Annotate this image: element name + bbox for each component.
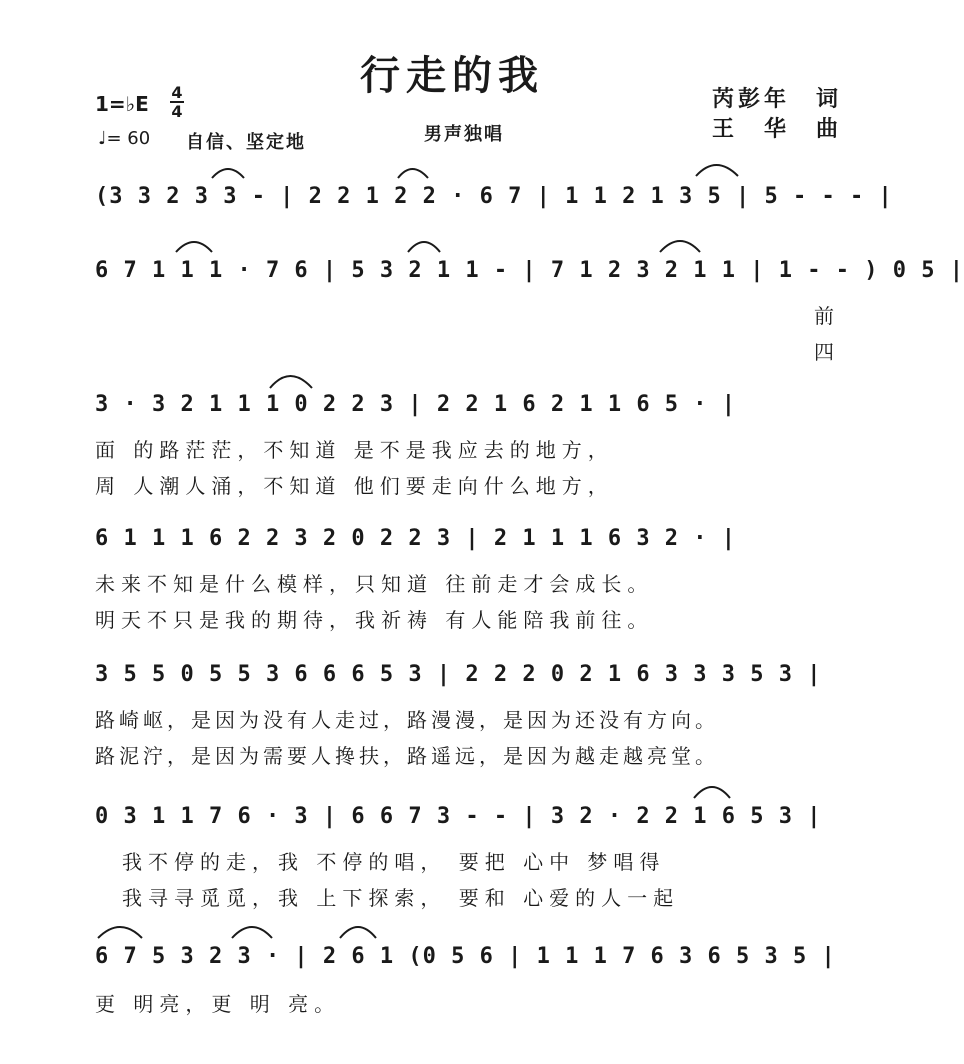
slur-mark [340,927,376,938]
slur-mark [212,169,244,178]
lyric-row-5-verse-1: 路崎岖，是因为没有人走过，路漫漫，是因为还没有方向。 [95,708,719,732]
notation-row-5: 3 5 5 0 5 5 3 6 6 6 5 3 | 2 2 2 0 2 1 6 3 3 3 5 3 | [95,662,822,687]
lyric-row-3-verse-2: 周 人潮人涌，不知道 他们要走向什么地方， [95,474,614,498]
expression-marking: 自信、坚定地 [186,132,306,153]
slur-mark [694,787,730,798]
composer-credit: 王 华 曲 [712,117,843,142]
notation-row-1: (3 3 2 3 3 - | 2 2 1 2 2 · 6 7 | 1 1 2 1 3 5 | 5 - - - | [95,184,893,209]
lyric-row-6-verse-2: 我寻寻觅觅，我 上下探索， 要和 心爱的人一起 [122,886,680,910]
lyric-row-5-verse-2: 路泥泞，是因为需要人搀扶，路遥远，是因为越走越亮堂。 [95,744,719,768]
slur-mark [398,169,428,178]
pickup-lyric-1: 前 [814,304,834,328]
lyric-row-6-verse-1: 我不停的走，我 不停的唱， 要把 心中 梦唱得 [122,850,666,874]
lyric-row-7-verse-1: 更 明亮，更 明 亮。 [95,992,341,1016]
notation-row-2: 6 7 1 1 1 · 7 6 | 5 3 2 1 1 - | 7 1 2 3 2 1 1 | 1 - - ) 0 5 | [95,258,964,283]
slur-mark [232,927,272,938]
slur-mark [660,241,700,252]
slur-mark [270,376,312,388]
slur-mark [176,242,212,252]
time-signature [170,84,184,120]
performance-note: 男声独唱 [424,124,504,145]
slur-mark [408,242,440,252]
notation-row-7: 6 7 5 3 2 3 · | 2 6 1 (0 5 6 | 1 1 1 7 6 3 6 5 3 5 | [95,944,836,969]
slur-mark [696,165,738,176]
key-signature: 1=♭E [95,92,149,116]
notation-row-3: 3 · 3 2 1 1 1 0 2 2 3 | 2 2 1 6 2 1 1 6 5 · | [95,392,737,417]
notation-row-4: 6 1 1 1 6 2 2 3 2 0 2 2 3 | 2 1 1 1 6 3 2 · | [95,526,737,551]
lyric-row-4-verse-2: 明天不只是我的期待，我祈祷 有人能陪我前往。 [95,608,654,632]
song-title: 行走的我 [360,52,544,99]
pickup-lyric-2: 四 [814,340,834,364]
lyric-row-4-verse-1: 未来不知是什么模样，只知道 往前走才会成长。 [95,572,654,596]
lyricist-credit: 芮彭年 词 [712,87,843,112]
tempo-marking: ♩= 60 [98,128,151,149]
lyric-row-3-verse-1: 面 的路茫茫，不知道 是不是我应去的地方， [95,438,614,462]
time-signature-top: 4 [171,83,183,102]
notation-row-6: 0 3 1 1 7 6 · 3 | 6 6 7 3 - - | 3 2 · 2 2 1 6 5 3 | [95,804,822,829]
time-signature-bottom: 4 [171,102,183,121]
slur-mark [98,927,142,938]
